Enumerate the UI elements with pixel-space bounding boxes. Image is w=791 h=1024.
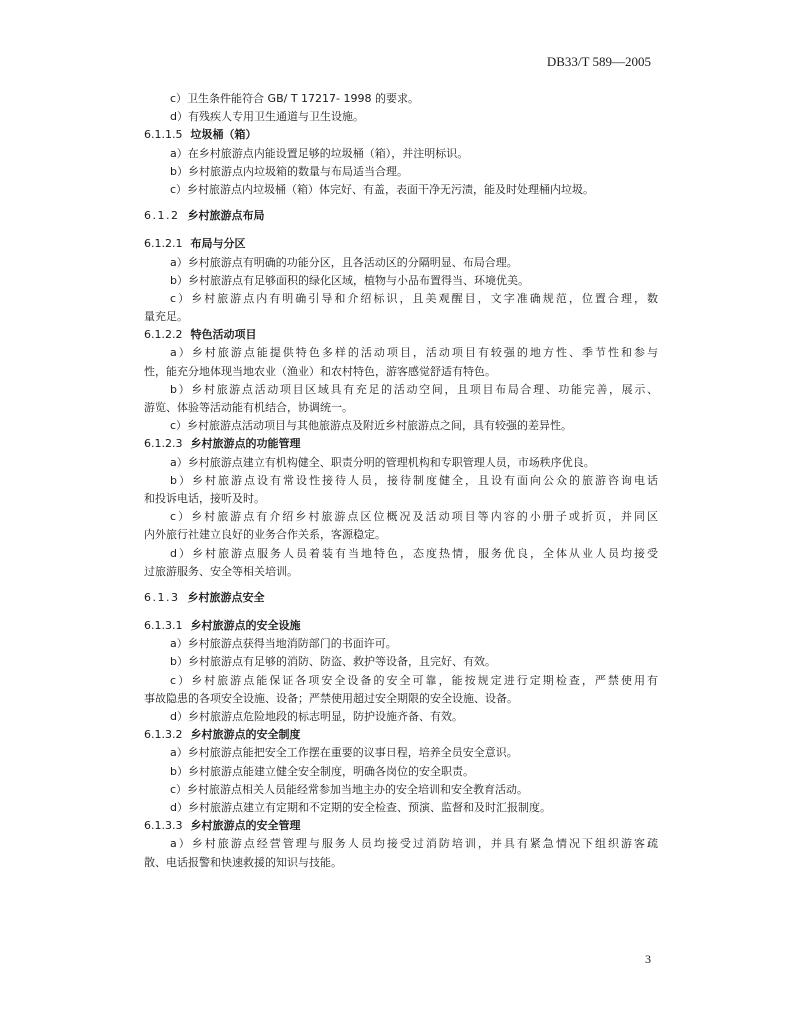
list-item-continuation: 散、电话报警和快速救援的知识与技能。 bbox=[144, 855, 342, 869]
list-item: c）乡村旅游点活动项目与其他旅游点及附近乡村旅游点之间，具有较强的差异性。 bbox=[170, 419, 573, 433]
section-number: 6.1.2.1 bbox=[144, 237, 183, 251]
list-item: a）乡村旅游点经营管理与服务人员均接受过消防培训，并具有紧急情况下组织游客疏 bbox=[170, 837, 658, 851]
list-item-continuation: 过旅游服务、安全等相关培训。 bbox=[144, 564, 298, 578]
list-item: c）乡村旅游点有介绍乡村旅游点区位概况及活动项目等内容的小册子或折页，并同区 bbox=[170, 510, 658, 524]
section-heading-6-1-3-3 bbox=[144, 817, 658, 835]
list-item: a）乡村旅游点获得当地消防部门的书面许可。 bbox=[170, 637, 397, 651]
list-item: b）乡村旅游点有足够的消防、防盗、救护等设备，且完好、有效。 bbox=[170, 655, 496, 669]
list-item-continuation: 游览、体验等活动能有机结合，协调统一。 bbox=[144, 401, 353, 414]
list-item: c）乡村旅游点相关人员能经常参加当地主办的安全培训和安全教育活动。 bbox=[170, 782, 529, 796]
list-item: b）乡村旅游点内垃圾箱的数量与布局适当合理。 bbox=[170, 164, 408, 178]
list-item-continuation: 内外旅行社建立良好的业务合作关系，客源稳定。 bbox=[144, 528, 386, 542]
section-title: 乡村旅游点的安全设施 bbox=[190, 619, 301, 633]
section-heading-6-1-3-1 bbox=[144, 617, 658, 635]
list-item: b）乡村旅游点设有常设性接待人员，接待制度健全，且设有面向公众的旅游咨询电话 bbox=[170, 473, 658, 487]
section-title: 乡村旅游点的功能管理 bbox=[190, 437, 301, 451]
section-title: 特色活动项目 bbox=[190, 328, 257, 342]
section-heading-6-1-2-1 bbox=[144, 235, 658, 253]
section-number: 6.1.3 bbox=[144, 590, 180, 604]
section-heading-6-1-1-5 bbox=[144, 126, 658, 144]
list-item-continuation: 事故隐患的各项安全设施、设备；严禁使用超过安全期限的安全设施、设备。 bbox=[144, 691, 518, 705]
section-number: 6.1.2 bbox=[144, 209, 180, 223]
section-heading-6-1-3 bbox=[144, 589, 658, 607]
section-title: 乡村旅游点布局 bbox=[187, 209, 265, 223]
list-item-continuation: 性，能充分地体现当地农业（渔业）和农村特色，游客感觉舒适有特色。 bbox=[144, 364, 496, 378]
list-item: c）乡村旅游点内有明确引导和介绍标识，且美观醒目，文字准确规范，位置合理，数 bbox=[170, 291, 658, 305]
section-heading-6-1-3-2 bbox=[144, 726, 658, 744]
section-number: 6.1.1.5 bbox=[144, 128, 183, 142]
section-title: 布局与分区 bbox=[190, 237, 246, 251]
page-number: 3 bbox=[645, 952, 651, 966]
list-item: c）乡村旅游点内垃圾桶（箱）体完好、有盖，表面干净无污渍，能及时处理桶内垃圾。 bbox=[170, 182, 595, 196]
list-item: d）乡村旅游点危险地段的标志明显，防护设施齐备、有效。 bbox=[170, 710, 463, 723]
section-heading-6-1-2-2 bbox=[144, 326, 658, 344]
section-title: 乡村旅游点安全 bbox=[187, 590, 265, 604]
section-number: 6.1.3.1 bbox=[144, 619, 183, 633]
document-body bbox=[144, 90, 658, 872]
list-item: a）乡村旅游点能提供特色多样的活动项目，活动项目有较强的地方性、季节性和参与 bbox=[170, 346, 658, 360]
section-title: 乡村旅游点的安全管理 bbox=[190, 819, 301, 833]
list-item: b）乡村旅游点活动项目区域具有充足的活动空间，且项目布局合理、功能完善，展示、 bbox=[170, 382, 658, 396]
list-item: b）乡村旅游点有足够面积的绿化区域，植物与小品布置得当、环境优美。 bbox=[170, 273, 529, 287]
list-item: b）乡村旅游点能建立健全安全制度，明确各岗位的安全职责。 bbox=[170, 764, 474, 778]
section-heading-6-1-2-3 bbox=[144, 435, 658, 453]
section-number: 6.1.3.2 bbox=[144, 728, 183, 742]
section-title: 乡村旅游点的安全制度 bbox=[190, 728, 301, 742]
list-item: d）乡村旅游点服务人员着装有当地特色，态度热情，服务优良，全体从业人员均接受 bbox=[170, 546, 658, 560]
standard-code: DB33/T 589—2005 bbox=[546, 54, 651, 69]
list-item: a）乡村旅游点建立有机构健全、职责分明的管理机构和专职管理人员，市场秩序优良。 bbox=[170, 455, 595, 469]
list-item: a）在乡村旅游点内能设置足够的垃圾桶（箱），并注明标识。 bbox=[170, 146, 469, 160]
section-title: 垃圾桶（箱） bbox=[190, 128, 257, 142]
section-number: 6.1.2.2 bbox=[144, 328, 183, 342]
section-number: 6.1.3.3 bbox=[144, 819, 183, 833]
list-item-continuation: 量充足。 bbox=[144, 310, 188, 324]
list-item: c）卫生条件能符合 GB/ T 17217- 1998 的要求。 bbox=[170, 92, 419, 105]
list-item: d）乡村旅游点建立有定期和不定期的安全检查、预演、监督和及时汇报制度。 bbox=[170, 800, 551, 814]
list-item: d）有残疾人专用卫生通道与卫生设施。 bbox=[170, 110, 364, 124]
section-number: 6.1.2.3 bbox=[144, 437, 183, 451]
list-item: a）乡村旅游点能把安全工作摆在重要的议事日程，培养全员安全意识。 bbox=[170, 746, 518, 760]
list-item-continuation: 和投诉电话，接听及时。 bbox=[144, 491, 265, 505]
section-heading-6-1-2 bbox=[144, 207, 658, 225]
list-item: a）乡村旅游点有明确的功能分区，且各活动区的分隔明显、布局合理。 bbox=[170, 255, 518, 269]
list-item: c）乡村旅游点能保证各项安全设备的安全可靠，能按规定进行定期检查，严禁使用有 bbox=[170, 673, 658, 687]
